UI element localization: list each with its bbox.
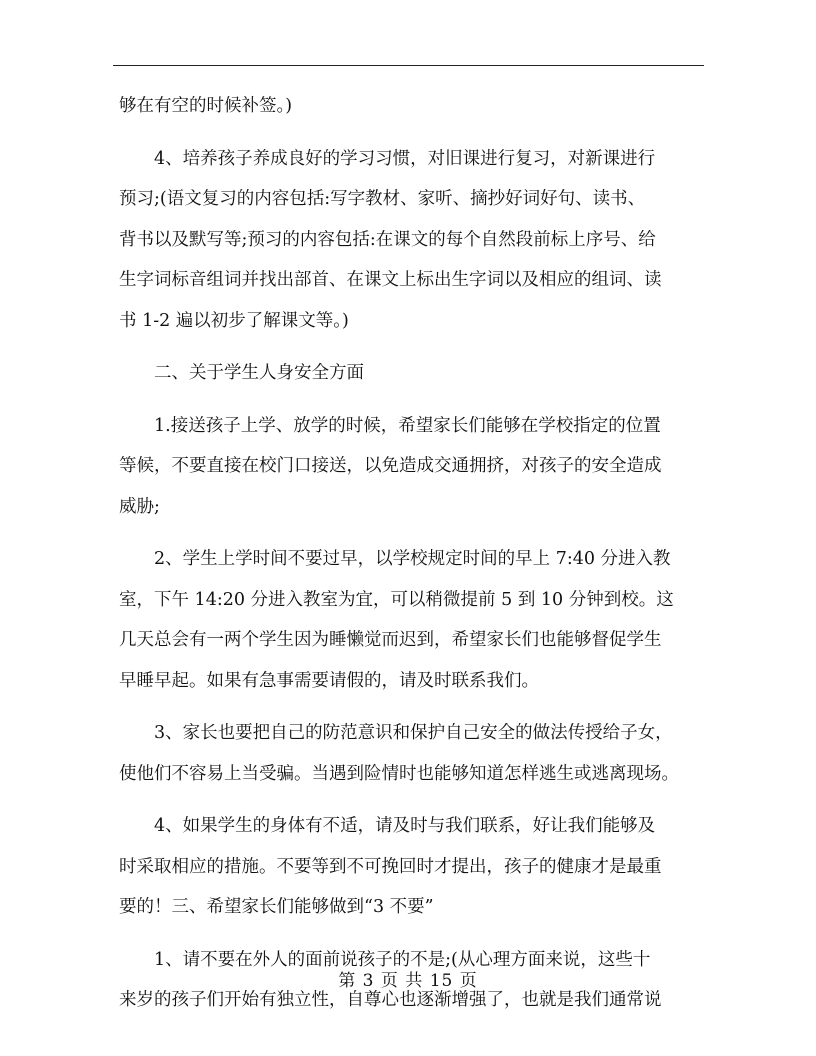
text-line: 威胁; <box>119 496 160 517</box>
text-line: 3、家长也要把自己的防范意识和保护自己安全的做法传授给子女， <box>154 723 673 743</box>
paragraph-study-habits <box>119 139 707 342</box>
paragraph-pickup <box>119 406 707 528</box>
section-heading-safety <box>119 353 707 394</box>
text-line: 1.接送孩子上学、放学的时候，希望家长们能够在学校指定的位置 <box>154 415 661 436</box>
paragraph-safety-awareness <box>119 713 707 794</box>
text-line: 早睡早起。如果有急事需要请假的，请及时联系我们。 <box>119 670 539 691</box>
paragraph-continuation <box>119 86 707 127</box>
text-line: 室，下午 14:20 分进入教室为宜，可以稍微提前 5 到 10 分钟到校。这 <box>119 589 674 610</box>
text-line: 1、请不要在外人的面前说孩子的不是;(从心理方面来说，这些十 <box>154 949 651 970</box>
header-rule <box>113 65 704 66</box>
paragraph-arrival-time <box>119 539 707 701</box>
text-line: 来岁的孩子们开始有独立性，自尊心也逐渐增强了，也就是我们通常说 <box>119 990 662 1010</box>
document-body <box>119 86 707 1021</box>
paragraph-health <box>119 806 707 928</box>
text-line: 几天总会有一两个学生因为睡懒觉而迟到，希望家长们也能够督促学生 <box>119 630 662 650</box>
section-heading: 二、关于学生人身安全方面 <box>154 363 364 383</box>
text-line: 4、如果学生的身体有不适，请及时与我们联系，好让我们能够及 <box>154 816 656 836</box>
page-number-footer: 第 3 页 共 15 页 <box>338 971 478 991</box>
text-line: 4、培养孩子养成良好的学习习惯，对旧课进行复习，对新课进行 <box>154 148 656 169</box>
text-line: 够在有空的时候补签。) <box>119 96 293 116</box>
text-line: 预习;(语文复习的内容包括:写字教材、家听、摘抄好词好句、读书、 <box>119 189 646 209</box>
text-line: 要的！三、希望家长们能够做到“3 不要” <box>119 897 434 917</box>
text-line: 时采取相应的措施。不要等到不可挽回时才提出，孩子的健康才是最重 <box>119 856 662 877</box>
text-line: 背书以及默写等;预习的内容包括:在课文的每个自然段前标上序号、给 <box>119 229 656 250</box>
text-line: 书 1-2 遍以初步了解课文等。) <box>119 310 349 331</box>
text-line: 2、学生上学时间不要过早，以学校规定时间的早上 7:40 分进入教 <box>154 549 671 569</box>
text-line: 等候，不要直接在校门口接送，以免造成交通拥挤，对孩子的安全造成 <box>119 456 662 476</box>
text-line: 使他们不容易上当受骗。当遇到险情时也能够知道怎样逃生或逃离现场。 <box>119 763 679 784</box>
text-line: 生字词标音组词并找出部首、在课文上标出生字词以及相应的组词、读 <box>119 270 662 290</box>
